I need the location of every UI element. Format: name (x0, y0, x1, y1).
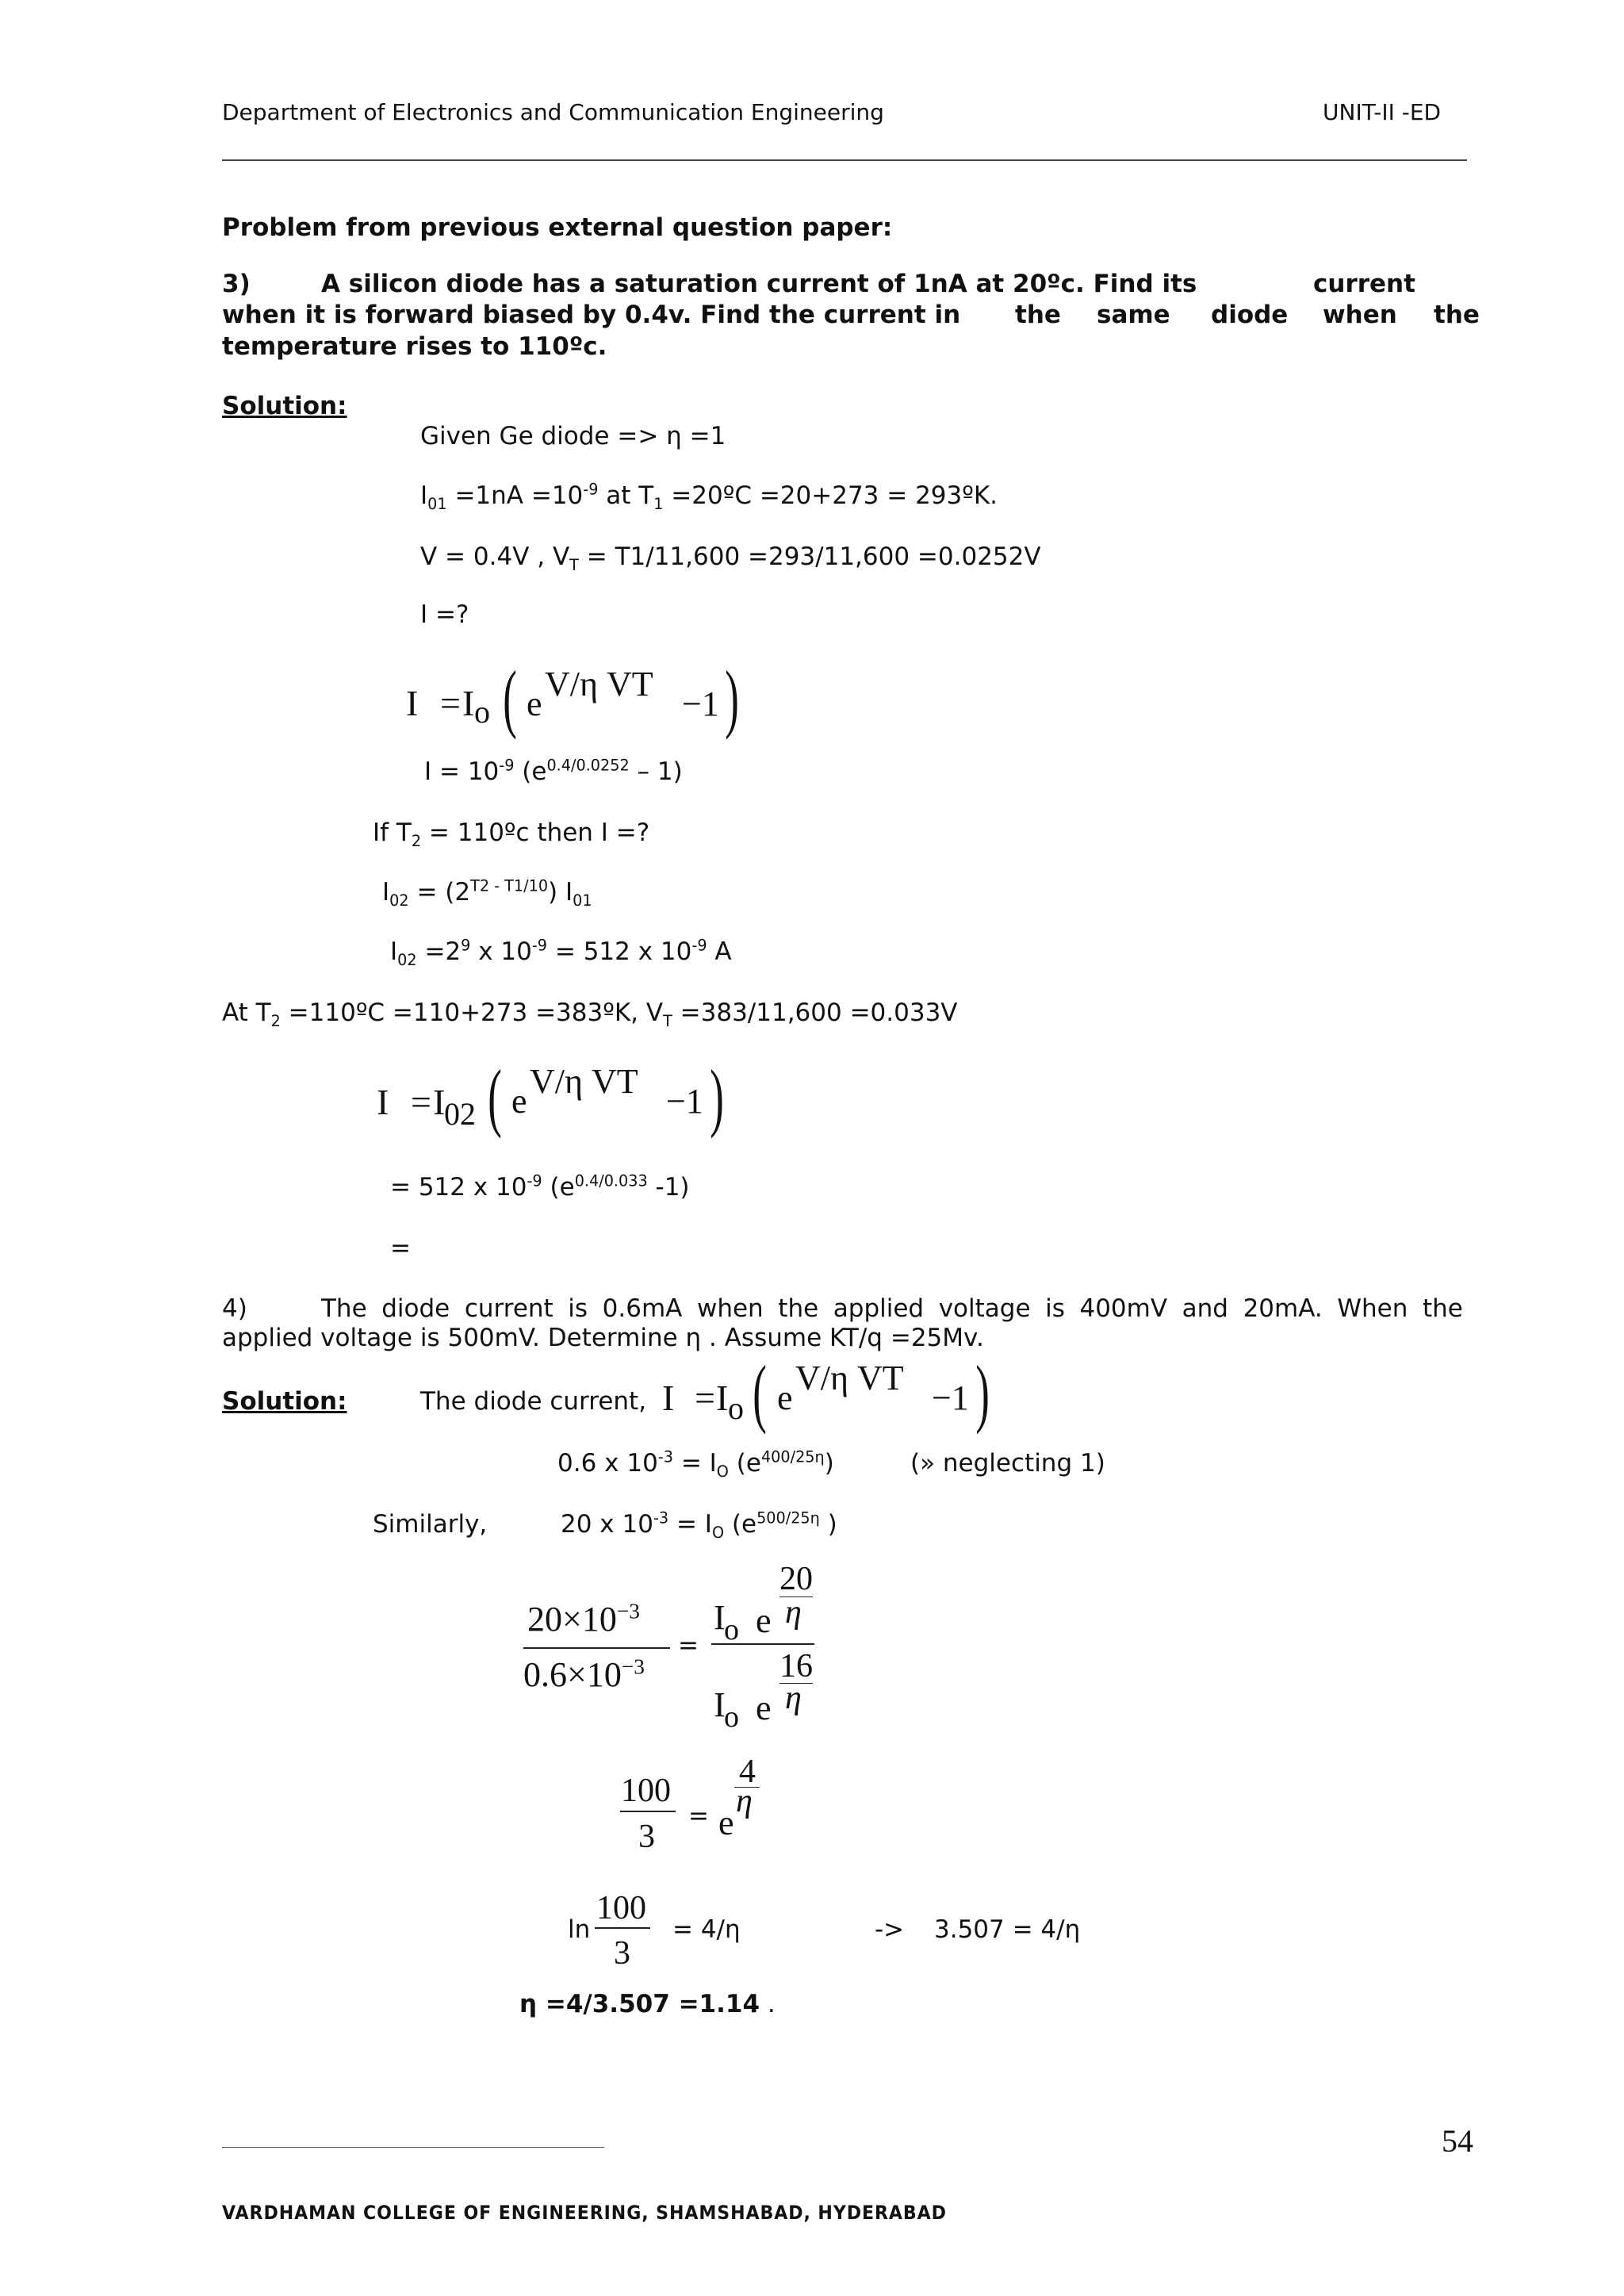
problem3-line1: A silicon diode has a saturation current of 1nA at 20ºc. Find its (321, 270, 1197, 298)
problem3-word: diode (1211, 301, 1289, 329)
if-t2: If $T_2$ = 110ºc then I =? (373, 818, 650, 851)
diode-current-label: The diode current, (420, 1387, 647, 1416)
v-line: V = 0.4V , $V_T = T1/11,600 =293/11,600 =0.0252V$ (420, 542, 1041, 575)
at-t2-line: At $T_2$ =110ºC =110+273 =383ºK, $V_T =383/11,600 =0.033V$ (222, 999, 958, 1031)
problem3-line3: temperature rises to 110ºc. (222, 332, 607, 361)
header-rule (222, 159, 1467, 161)
problem3-word: same (1097, 301, 1170, 329)
problem3-word: the (1015, 301, 1061, 329)
header-department: Department of Electronics and Communication Engineering (222, 99, 884, 125)
problem3-word: the (1434, 301, 1480, 329)
problem3-line2: when it is forward biased by 0.4v. Find the current in (222, 301, 961, 329)
final-result: η =4/3.507 =1.14 . (519, 1990, 776, 2018)
calc2: = 512 x $10^{-9}$ ($e^{0.4/0.033}$ -1) (390, 1171, 690, 1202)
problem4-number: 4) (222, 1294, 247, 1323)
problem4-line2: applied voltage is 500mV. Determine η . Assume KT/q =25Mv. (222, 1324, 984, 1352)
calc2-equals: = (390, 1234, 411, 1263)
i01-line: $I_{01} =1nA =10^{-9}$ at $T_1$ =20ºC =20+273 = 293ºK. (420, 480, 998, 514)
section-title: Problem from previous external question paper: (222, 213, 893, 242)
footer-college: VARDHAMAN COLLEGE OF ENGINEERING, SHAMSHABAD, HYDERABAD (222, 2202, 947, 2224)
i-question: I =? (420, 600, 469, 629)
problem3-line1-end: current (1313, 270, 1415, 298)
solution-label-2: Solution: (222, 1387, 347, 1416)
footer-rule (222, 2147, 604, 2148)
sol4-line1: 0.6 x $10^{-3} = I_O$ $(e^{400/25\eta})$ (557, 1447, 834, 1481)
similarly-label: Similarly, (373, 1510, 488, 1539)
calc1: $I = 10^{-9}$ $(e^{0.4/0.0252} - 1)$ (424, 756, 683, 786)
solution-label: Solution: (222, 392, 347, 420)
problem4-line1: The diode current is 0.6mA when the applied voltage is 400mV and 20mA. When the (321, 1294, 1463, 1323)
problem3-word: when (1323, 301, 1397, 329)
page-number: 54 (1442, 2123, 1473, 2159)
given-line: Given Ge diode => η =1 (420, 422, 726, 450)
i02-formula: $I_{02} = (2^{T2 - T1/10})$ $I_{01}$ (382, 876, 592, 910)
problem3-number: 3) (222, 270, 251, 298)
header-unit: UNIT-II -ED (1323, 99, 1442, 125)
neglecting-note: (» neglecting 1) (910, 1449, 1105, 1478)
sol4-line2: 20 x $10^{-3} = I_O$ ($e^{500/25\eta}$ ) (561, 1508, 837, 1543)
i02-value: $I_{02} =2^9$ x $10^{-9} = 512$ x $10^{-9}$ A (390, 936, 732, 970)
